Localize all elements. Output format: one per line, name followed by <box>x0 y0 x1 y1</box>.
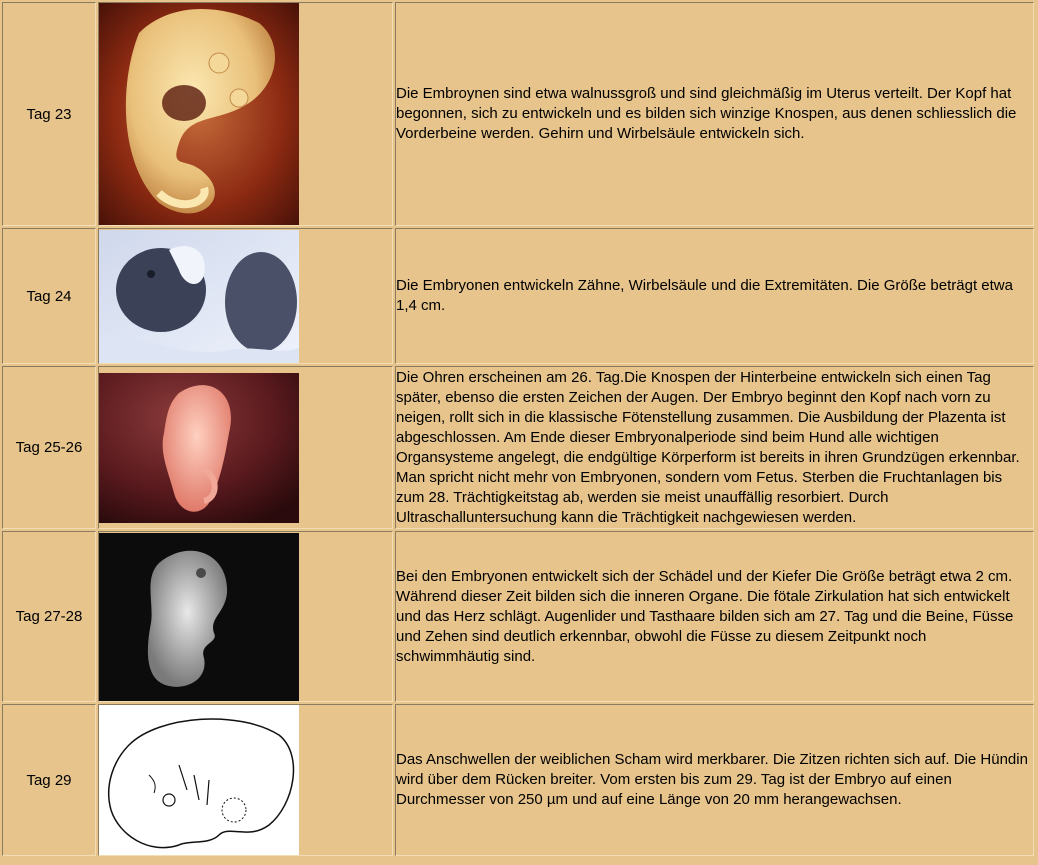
image-cell <box>98 228 393 364</box>
day-cell <box>2 228 96 364</box>
description-cell <box>395 2 1034 226</box>
day-cell <box>2 2 96 226</box>
description-text: Bei den Embryonen entwickelt sich der Schädel und der Kiefer Die Größe beträgt etwa 2 cm. Während dieser Zeit bilden sich die inneren Organe. Die fötale Zirkulation hat sich entwickelt und das Herz schlägt. Augenlider und Tasthaare bilden sich am 27. Tag und die Beine, Füsse und Zehen sind deutlich erkennbar, obwohl die Füsse zu diesem Zeitpunkt noch schwimmhäutig sind. <box>396 567 1014 665</box>
description-text: Die Ohren erscheinen am 26. Tag.Die Knospen der Hinterbeine entwickeln sich einen Tag später, ebenso die ersten Zeichen der Augen. Der Embryo beginnt den Kopf nach vorn zu neigen, rollt sich in die klassische Fötenstellung zusammen. Die Ausbildung der Plazenta ist abgeschlossen. Am Ende dieser Embryonalperiode sind beim Hund alle wichtigen Organsysteme angelegt, die endgültige Körperform ist bereits in ihren Grundzügen erkennbar. Man spricht nicht mehr von Embryonen, sondern vom Fetus. Sterben die Fruchtanlagen bis zum 28. Trächtigkeitstag ab, werden sie meist unauffällig resorbiert. Durch Ultraschalluntersuchung kann die Trächtigkeit nachgewiesen werden. <box>396 368 1020 526</box>
day-label: Tag 23 <box>26 105 72 123</box>
image-cell <box>98 366 393 529</box>
description-cell <box>395 704 1034 856</box>
embryo-photo-icon <box>99 3 299 225</box>
day-label: Tag 24 <box>26 287 72 305</box>
image-cell <box>98 2 393 226</box>
table-row <box>2 531 1034 702</box>
embryo-photo-icon <box>99 373 299 523</box>
image-cell <box>98 704 393 856</box>
ultrasound-photo-icon <box>99 230 299 363</box>
description-cell <box>395 228 1034 364</box>
table-row <box>2 704 1034 856</box>
day-label: Tag 29 <box>26 771 72 789</box>
description-cell <box>395 531 1034 702</box>
day-cell <box>2 704 96 856</box>
table-row <box>2 366 1034 529</box>
day-cell <box>2 531 96 702</box>
image-cell <box>98 531 393 702</box>
description-text: Die Embroynen sind etwa walnussgroß und sind gleichmäßig im Uterus verteilt. Der Kopf hat begonnen, sich zu entwickeln und es bilden sich winzige Knospen, aus denen schliesslich die Vorderbeine werden. Gehirn und Wirbelsäule entwickeln sich. <box>396 85 1017 142</box>
description-text: Die Embryonen entwickeln Zähne, Wirbelsäule und die Extremitäten. Die Größe beträgt etwa 1,4 cm. <box>396 277 1013 314</box>
description-cell <box>395 366 1034 529</box>
fetus-photo-icon <box>99 533 299 701</box>
day-cell <box>2 366 96 529</box>
embryo-drawing-icon <box>99 705 299 855</box>
day-label: Tag 25-26 <box>15 439 83 456</box>
table-row <box>2 228 1034 364</box>
description-text: Das Anschwellen der weiblichen Scham wird merkbarer. Die Zitzen richten sich auf. Die Hündin wird über dem Rücken breiter. Vom ersten bis zum 29. Tag ist der Embryo auf einen Durchmesser von 250 µm und auf eine Länge von 20 mm herangewachsen. <box>396 751 1028 808</box>
day-label: Tag 27-28 <box>15 608 83 625</box>
table-row <box>2 2 1034 226</box>
